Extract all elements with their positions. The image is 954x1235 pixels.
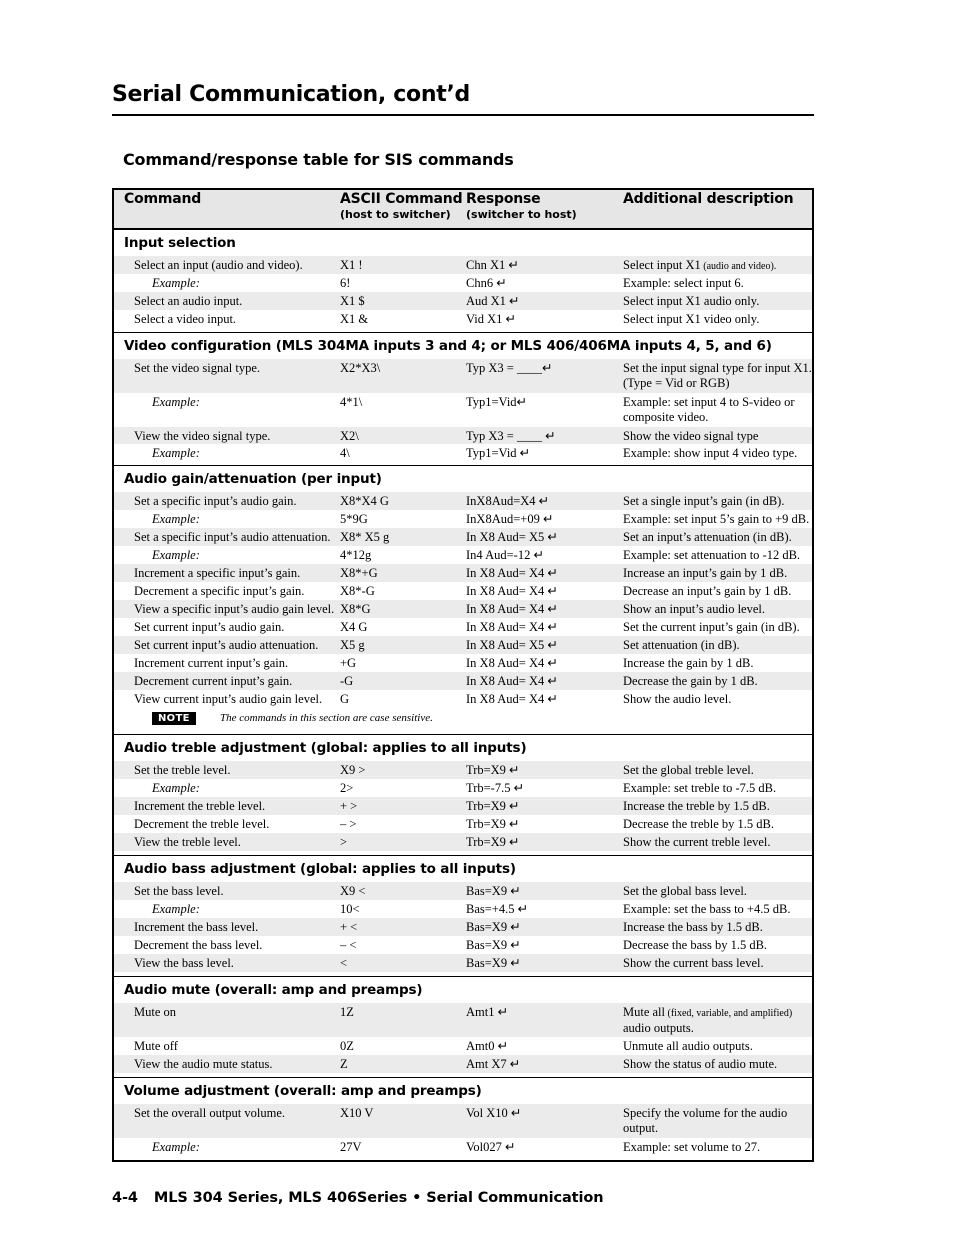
response: Trb=X9 ↵ (466, 835, 520, 849)
description-text: Select input X1 video only. (623, 312, 760, 326)
ascii-command: Z (340, 1057, 348, 1071)
description (623, 884, 813, 899)
description (623, 620, 813, 635)
ascii-command: -G (340, 674, 354, 688)
response: Trb=-7.5 ↵ (466, 781, 525, 795)
response: InX8Aud=X4 ↵ (466, 494, 550, 508)
response: Vol027 ↵ (466, 1140, 516, 1154)
response: Typ1=Vid ↵ (466, 446, 531, 460)
description (623, 602, 813, 617)
command-name: View the bass level. (134, 956, 234, 970)
response: Amt0 ↵ (466, 1039, 509, 1053)
table-row (114, 761, 812, 779)
description (623, 1005, 813, 1036)
description (623, 584, 813, 599)
table-row (114, 274, 812, 292)
table-row (114, 833, 812, 851)
table-row (114, 444, 812, 461)
description (623, 956, 813, 971)
response: In X8 Aud= X4 ↵ (466, 584, 558, 598)
table-row (114, 1037, 812, 1055)
table-section (114, 856, 812, 977)
description (623, 548, 813, 563)
table-row (114, 1138, 812, 1156)
ascii-command: 4*12g (340, 548, 372, 562)
table-row (114, 528, 812, 546)
description (623, 512, 813, 527)
ascii-command: 5*9G (340, 512, 368, 526)
example-label: Example: (152, 902, 200, 916)
table-row (114, 600, 812, 618)
section-title: Input selection (124, 235, 236, 251)
ascii-command: X5 g (340, 638, 365, 652)
description (623, 1057, 813, 1072)
description-text: Decrease the bass by 1.5 dB. (623, 938, 768, 952)
response: Typ1=Vid↵ (466, 395, 528, 409)
section-title: Volume adjustment (overall: amp and preamps) (124, 1083, 482, 1099)
description-text: Example: select input 6. (623, 276, 744, 290)
command-name: Increment the treble level. (134, 799, 266, 813)
table-row (114, 427, 812, 444)
table-row (114, 510, 812, 528)
description (623, 692, 813, 707)
command-name: Set the bass level. (134, 884, 224, 898)
command-name: View the video signal type. (134, 429, 271, 443)
header-ascii: ASCII Command (340, 191, 463, 207)
description-text: Example: show input 4 video type. (623, 446, 798, 460)
description (623, 781, 813, 796)
table-section (114, 466, 812, 735)
ascii-command: X9 > (340, 763, 366, 777)
description-tail: audio outputs. (623, 1021, 694, 1035)
response: Typ X3 = ____ ↵ (466, 429, 556, 443)
description-text: Example: set attenuation to -12 dB. (623, 548, 801, 562)
ascii-command: 6! (340, 276, 351, 290)
ascii-command: X8*X4 G (340, 494, 389, 508)
description (623, 763, 813, 778)
description (623, 1039, 813, 1054)
description-text: Example: set the bass to +4.5 dB. (623, 902, 791, 916)
response: In X8 Aud= X4 ↵ (466, 692, 558, 706)
table-section (114, 735, 812, 856)
table-header (114, 190, 812, 230)
table-row (114, 936, 812, 954)
header-ascii-sub: (host to switcher) (340, 208, 451, 221)
command-name: Increment a specific input’s gain. (134, 566, 301, 580)
response: Amt1 ↵ (466, 1005, 509, 1019)
response: Trb=X9 ↵ (466, 799, 520, 813)
description-text: Example: set input 5’s gain to +9 dB. (623, 512, 810, 526)
command-name: Increment current input’s gain. (134, 656, 289, 670)
description-text: Increase the bass by 1.5 dB. (623, 920, 763, 934)
description (623, 361, 813, 391)
command-name: Decrement a specific input’s gain. (134, 584, 305, 598)
note-row (114, 708, 812, 730)
response: InX8Aud=+09 ↵ (466, 512, 554, 526)
description-text: Show the video signal type (623, 429, 759, 443)
description-note: (audio and video). (700, 261, 777, 272)
table-row (114, 918, 812, 936)
description (623, 1140, 813, 1155)
description-text: Set the global treble level. (623, 763, 754, 777)
ascii-command: 1Z (340, 1005, 354, 1019)
description-text: Show the current treble level. (623, 835, 771, 849)
response: In X8 Aud= X5 ↵ (466, 638, 558, 652)
response: In4 Aud=-12 ↵ (466, 548, 544, 562)
command-name: Mute on (134, 1005, 177, 1019)
section-title: Audio mute (overall: amp and preamps) (124, 982, 423, 998)
ascii-command: 0Z (340, 1039, 354, 1053)
response: Vol X10 ↵ (466, 1106, 522, 1120)
description-text: Set an input’s attenuation (in dB). (623, 530, 792, 544)
response: Bas=X9 ↵ (466, 938, 521, 952)
response: In X8 Aud= X4 ↵ (466, 566, 558, 580)
description-text: Increase the gain by 1 dB. (623, 656, 754, 670)
ascii-command: X1 & (340, 312, 369, 326)
response: Vid X1 ↵ (466, 312, 516, 326)
table-row (114, 1055, 812, 1073)
table-row (114, 779, 812, 797)
description (623, 446, 813, 461)
table-section (114, 977, 812, 1078)
ascii-command: X8*G (340, 602, 371, 616)
ascii-command: G (340, 692, 350, 706)
table-section (114, 1078, 812, 1160)
description (623, 276, 813, 291)
description-text: Set the global bass level. (623, 884, 747, 898)
description-text: Example: set input 4 to S-video or composite video. (623, 395, 795, 424)
table-row (114, 618, 812, 636)
command-name: Set the video signal type. (134, 361, 261, 375)
ascii-command: 10< (340, 902, 360, 916)
description (623, 258, 813, 274)
ascii-command: X10 V (340, 1106, 374, 1120)
header-response: Response (466, 191, 541, 207)
table-row (114, 492, 812, 510)
description-text: Set a single input’s gain (in dB). (623, 494, 785, 508)
table-row (114, 654, 812, 672)
section-title: Audio gain/attenuation (per input) (124, 471, 382, 487)
table-row (114, 310, 812, 328)
table-row (114, 359, 812, 393)
response: In X8 Aud= X4 ↵ (466, 602, 558, 616)
table-row (114, 954, 812, 972)
description-text: Example: set volume to 27. (623, 1140, 761, 1154)
example-label: Example: (152, 276, 200, 290)
header-description: Additional description (623, 191, 794, 207)
ascii-command: 2> (340, 781, 354, 795)
description-text: Select input X1 audio only. (623, 294, 760, 308)
table-row (114, 582, 812, 600)
table-section (114, 333, 812, 466)
table-row (114, 393, 812, 427)
description-text: Decrease the treble by 1.5 dB. (623, 817, 774, 831)
description-text: Mute all (623, 1005, 666, 1019)
section-title: Audio bass adjustment (global: applies to all inputs) (124, 861, 516, 877)
command-name: Decrement the bass level. (134, 938, 263, 952)
description (623, 920, 813, 935)
table-row (114, 690, 812, 708)
example-label: Example: (152, 1140, 200, 1154)
description (623, 817, 813, 832)
description-text: Specify the volume for the audio output. (623, 1106, 788, 1135)
command-name: Set the treble level. (134, 763, 231, 777)
ascii-command: – > (340, 817, 357, 831)
command-name: View the treble level. (134, 835, 241, 849)
command-name: Select an audio input. (134, 294, 243, 308)
description (623, 656, 813, 671)
ascii-command: X8*-G (340, 584, 375, 598)
table-section (114, 230, 812, 333)
response: In X8 Aud= X4 ↵ (466, 674, 558, 688)
note-badge: NOTE (152, 712, 196, 725)
response: Bas=+4.5 ↵ (466, 902, 529, 916)
table-row (114, 256, 812, 274)
description-text: Show the status of audio mute. (623, 1057, 778, 1071)
sis-command-table (112, 188, 814, 1162)
header-response-sub: (switcher to host) (466, 208, 577, 221)
ascii-command: +G (340, 656, 357, 670)
ascii-command: < (340, 956, 348, 970)
description-text: Show the current bass level. (623, 956, 764, 970)
ascii-command: X8*+G (340, 566, 378, 580)
ascii-command: X4 G (340, 620, 368, 634)
page-footer (112, 1190, 603, 1206)
table-row (114, 672, 812, 690)
description-text: Set the input signal type for input X1. (Type = Vid or RGB) (623, 361, 812, 390)
example-label: Example: (152, 781, 200, 795)
description (623, 429, 813, 444)
description (623, 938, 813, 953)
description (623, 799, 813, 814)
command-name: View the audio mute status. (134, 1057, 273, 1071)
description (623, 312, 813, 327)
response: Typ X3 = ____↵ (466, 361, 553, 375)
description (623, 1106, 813, 1136)
description-text: Decrease an input’s gain by 1 dB. (623, 584, 792, 598)
description (623, 835, 813, 850)
response: Aud X1 ↵ (466, 294, 520, 308)
response: Bas=X9 ↵ (466, 884, 521, 898)
response: In X8 Aud= X4 ↵ (466, 656, 558, 670)
section-title: Video configuration (MLS 304MA inputs 3 and 4; or MLS 406/406MA inputs 4, 5, and 6) (124, 338, 772, 354)
description (623, 530, 813, 545)
ascii-command: > (340, 835, 348, 849)
description-text: Show the audio level. (623, 692, 732, 706)
command-name: Set the overall output volume. (134, 1106, 286, 1120)
description-text: Set attenuation (in dB). (623, 638, 740, 652)
example-label: Example: (152, 395, 200, 409)
example-label: Example: (152, 512, 200, 526)
command-name: Decrement current input’s gain. (134, 674, 293, 688)
response: Trb=X9 ↵ (466, 817, 520, 831)
command-name: Set a specific input’s audio gain. (134, 494, 297, 508)
ascii-command: X1 ! (340, 258, 363, 272)
description-text: Increase the treble by 1.5 dB. (623, 799, 770, 813)
description-note: (fixed, variable, and amplified) (665, 1008, 793, 1019)
table-row (114, 636, 812, 654)
note-text: The commands in this section are case sensitive. (220, 712, 433, 724)
ascii-command: X9 < (340, 884, 366, 898)
section-title: Audio treble adjustment (global: applies to all inputs) (124, 740, 527, 756)
title-rule (112, 114, 814, 116)
ascii-command: 4\ (340, 446, 350, 460)
description (623, 566, 813, 581)
ascii-command: X1 $ (340, 294, 365, 308)
response: In X8 Aud= X5 ↵ (466, 530, 558, 544)
table-row (114, 797, 812, 815)
description (623, 638, 813, 653)
table-row (114, 1003, 812, 1037)
page-number: 4-4 (112, 1190, 138, 1206)
description-text: Example: set treble to -7.5 dB. (623, 781, 777, 795)
ascii-command: 27V (340, 1140, 362, 1154)
ascii-command: X2\ (340, 429, 359, 443)
description (623, 395, 813, 425)
response: Chn6 ↵ (466, 276, 507, 290)
description (623, 674, 813, 689)
command-name: Mute off (134, 1039, 178, 1053)
description (623, 494, 813, 509)
table-row (114, 564, 812, 582)
ascii-command: X8* X5 g (340, 530, 390, 544)
response: Bas=X9 ↵ (466, 956, 521, 970)
description-text: Show an input’s audio level. (623, 602, 765, 616)
page-title: Serial Communication, cont’d (112, 82, 470, 107)
description-text: Decrease the gain by 1 dB. (623, 674, 758, 688)
command-name: View current input’s audio gain level. (134, 692, 323, 706)
description-text: Increase an input’s gain by 1 dB. (623, 566, 788, 580)
table-body (114, 230, 812, 1160)
command-name: Set current input’s audio attenuation. (134, 638, 319, 652)
table-row (114, 882, 812, 900)
description (623, 294, 813, 309)
response: In X8 Aud= X4 ↵ (466, 620, 558, 634)
table-row (114, 900, 812, 918)
command-name: Increment the bass level. (134, 920, 259, 934)
table-title: Command/response table for SIS commands (123, 150, 514, 169)
footer-text: MLS 304 Series, MLS 406Series • Serial Communication (153, 1190, 604, 1206)
example-label: Example: (152, 548, 200, 562)
description-text: Select input X1 (623, 258, 701, 272)
table-row (114, 292, 812, 310)
ascii-command: X2*X3\ (340, 361, 381, 375)
description-text: Set the current input’s gain (in dB). (623, 620, 800, 634)
response: Trb=X9 ↵ (466, 763, 520, 777)
description-text: Unmute all audio outputs. (623, 1039, 753, 1053)
response: Bas=X9 ↵ (466, 920, 521, 934)
response: Chn X1 ↵ (466, 258, 519, 272)
command-name: Select a video input. (134, 312, 237, 326)
header-command: Command (124, 191, 202, 207)
example-label: Example: (152, 446, 200, 460)
ascii-command: + > (340, 799, 358, 813)
table-row (114, 546, 812, 564)
command-name: Set a specific input’s audio attenuation. (134, 530, 331, 544)
command-name: Set current input’s audio gain. (134, 620, 285, 634)
ascii-command: 4*1\ (340, 395, 363, 409)
ascii-command: – < (340, 938, 357, 952)
command-name: Decrement the treble level. (134, 817, 270, 831)
table-row (114, 815, 812, 833)
command-name: Select an input (audio and video). (134, 258, 303, 272)
table-row (114, 1104, 812, 1138)
description (623, 902, 813, 917)
command-name: View a specific input’s audio gain level. (134, 602, 335, 616)
response: Amt X7 ↵ (466, 1057, 521, 1071)
ascii-command: + < (340, 920, 358, 934)
